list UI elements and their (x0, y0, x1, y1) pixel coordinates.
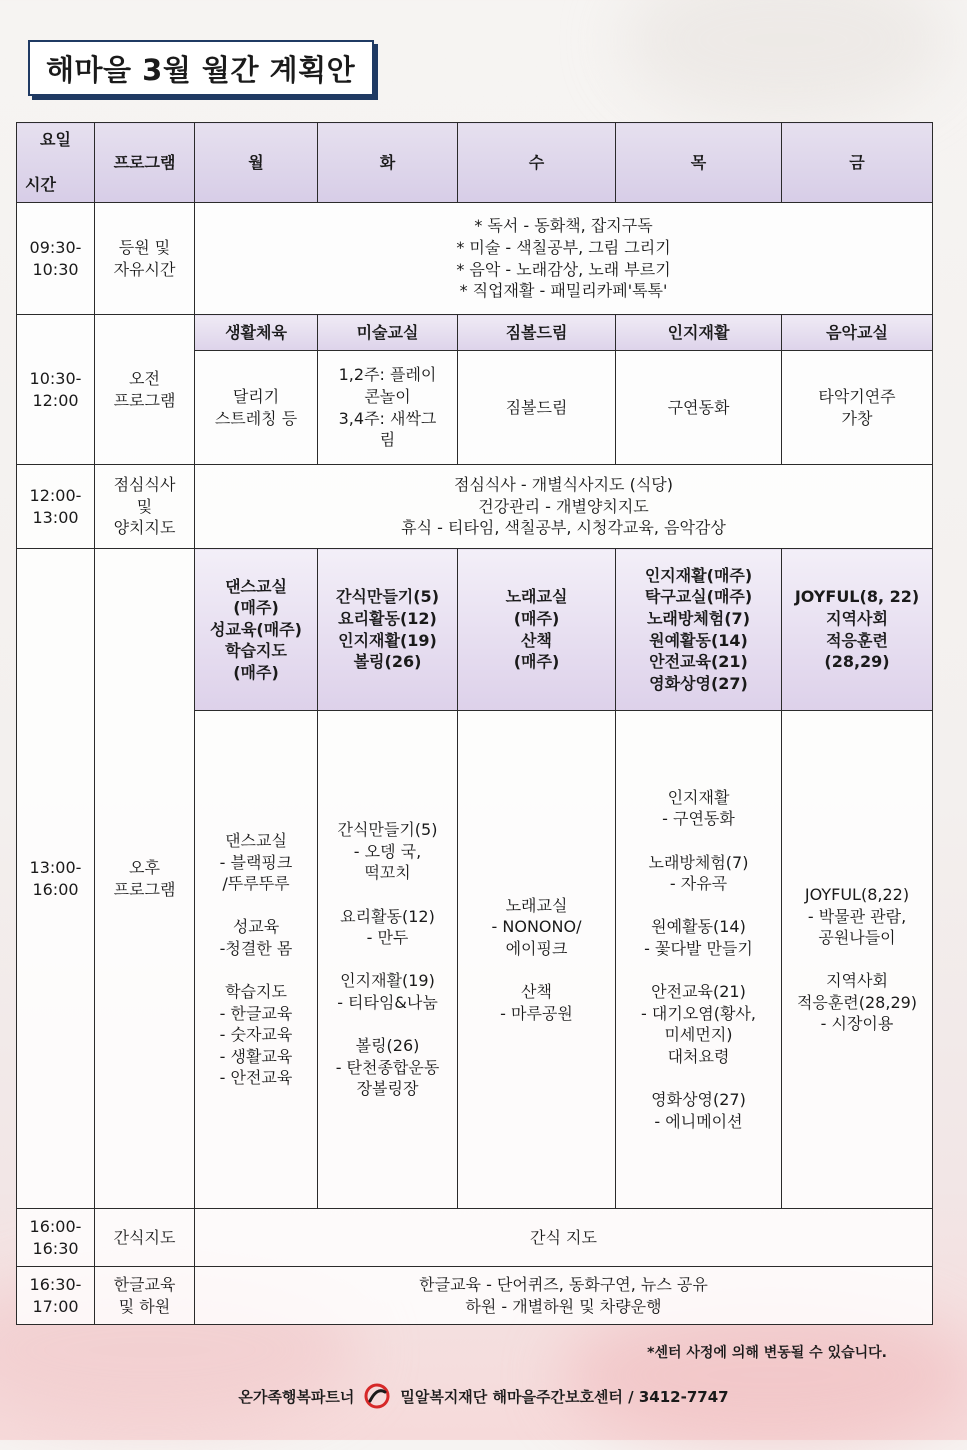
org-text: 밀알복지재단 해마을주간보호센터 / 3412-7747 (400, 1387, 729, 1406)
afternoon-detail: 간식만들기(5) - 오뎅 국, 떡꼬치 요리활동(12) - 만두 인지재활(19) - 티타임&나눔 볼링(26) - 탄천종합운동 장볼링장 (318, 711, 458, 1209)
day-header-thu: 목 (616, 123, 782, 203)
class-name: 인지재활 (616, 315, 782, 351)
day-header-fri: 금 (782, 123, 933, 203)
korean-content: 한글교육 - 단어퀴즈, 동화구연, 뉴스 공유 하원 - 개별하원 및 차량운행 (195, 1267, 933, 1325)
program-cell: 오후 프로그램 (95, 549, 195, 1209)
time-cell: 10:30- 12:00 (17, 315, 95, 465)
partner-text: 온가족행복파트너 (238, 1387, 355, 1406)
class-name: 음악교실 (782, 315, 933, 351)
class-detail: 짐볼드림 (458, 351, 616, 465)
row-arrival (17, 203, 933, 315)
afternoon-highlight: 인지재활(매주) 탁구교실(매주) 노래방체험(7) 원예활동(14) 안전교육(21) 영화상영(27) (616, 549, 782, 711)
class-detail: 1,2주: 플레이 콘놀이 3,4주: 새싹그 림 (318, 351, 458, 465)
afternoon-detail: 노래교실 - NONONO/ 에이핑크 산책 - 마루공원 (458, 711, 616, 1209)
class-detail: 달리기 스트레칭 등 (195, 351, 318, 465)
snack-content: 간식 지도 (195, 1209, 933, 1267)
schedule-table (16, 122, 933, 1325)
header-row (17, 123, 933, 203)
afternoon-detail: JOYFUL(8,22) - 박물관 관람, 공원나들이 지역사회 적응훈련(28,29) - 시장이용 (782, 711, 933, 1209)
time-cell: 16:30- 17:00 (17, 1267, 95, 1325)
time-cell: 12:00- 13:00 (17, 465, 95, 549)
row-lunch (17, 465, 933, 549)
row-morning-classes (17, 315, 933, 351)
time-label: 시간 (25, 175, 56, 195)
class-name: 생활체육 (195, 315, 318, 351)
arrival-content: * 독서 - 동화책, 잡지구독 * 미술 - 색칠공부, 그림 그리기 * 음악 - 노래감상, 노래 부르기 * 직업재활 - 패밀리카페'톡톡' (195, 203, 933, 315)
lunch-content: 점심식사 - 개별식사지도 (식당) 건강관리 - 개별양치지도 휴식 - 티타임, 색칠공부, 시청각교육, 음악감상 (195, 465, 933, 549)
afternoon-highlight: 노래교실 (매주) 산책 (매주) (458, 549, 616, 711)
afternoon-detail: 인지재활 - 구연동화 노래방체험(7) - 자유곡 원예활동(14) - 꽃다발 만들기 안전교육(21) - 대기오염(황사, 미세먼지) 대처요령 영화상영(27) - 에니메이션 (616, 711, 782, 1209)
program-cell: 한글교육 및 하원 (95, 1267, 195, 1325)
afternoon-highlight: JOYFUL(8, 22) 지역사회 적응훈련 (28,29) (782, 549, 933, 711)
afternoon-highlight: 간식만들기(5) 요리활동(12) 인지재활(19) 볼링(26) (318, 549, 458, 711)
change-notice: *센터 사정에 의해 변동될 수 있습니다. (647, 1345, 887, 1361)
afternoon-highlight: 댄스교실 (매주) 성교육(매주) 학습지도 (매주) (195, 549, 318, 711)
time-cell: 09:30- 10:30 (17, 203, 95, 315)
row-afternoon-highlights (17, 549, 933, 711)
program-cell: 점심식사 및 양치지도 (95, 465, 195, 549)
program-cell: 등원 및 자유시간 (95, 203, 195, 315)
footer (0, 1383, 967, 1409)
class-detail: 타악기연주 가창 (782, 351, 933, 465)
day-header-tue: 화 (318, 123, 458, 203)
corner-cell (17, 123, 95, 203)
program-cell: 오전 프로그램 (95, 315, 195, 465)
time-cell: 16:00- 16:30 (17, 1209, 95, 1267)
class-name: 짐볼드림 (458, 315, 616, 351)
row-snack (17, 1209, 933, 1267)
page-title: 해마을 3월 월간 계획안 (28, 40, 374, 96)
day-header-wed: 수 (458, 123, 616, 203)
class-detail: 구연동화 (616, 351, 782, 465)
day-header-mon: 월 (195, 123, 318, 203)
foundation-logo-icon (364, 1383, 390, 1409)
afternoon-detail: 댄스교실 - 블랙핑크 /뚜루뚜루 성교육 -청결한 몸 학습지도 - 한글교육 - 숫자교육 - 생활교육 - 안전교육 (195, 711, 318, 1209)
day-label: 요일 (40, 130, 71, 149)
time-cell: 13:00- 16:00 (17, 549, 95, 1209)
program-cell: 간식지도 (95, 1209, 195, 1267)
row-korean (17, 1267, 933, 1325)
program-header: 프로그램 (95, 123, 195, 203)
class-name: 미술교실 (318, 315, 458, 351)
